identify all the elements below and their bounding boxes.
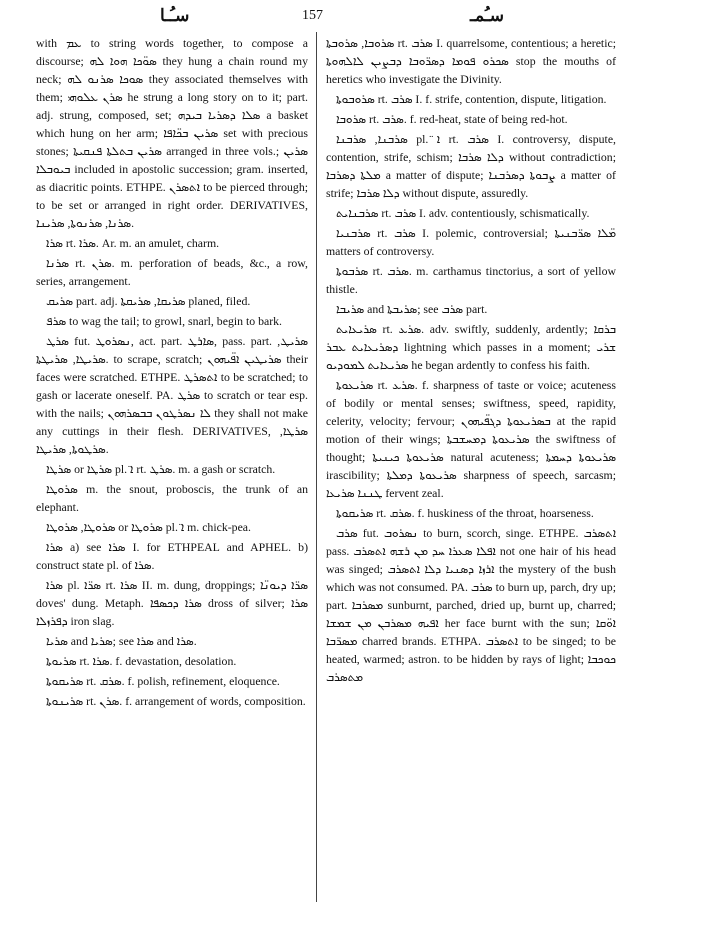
dictionary-entry: ܣܪܒܢܐܝܬ rt. ܣܪܒ I. adv. contentiously, schismatically. [336, 206, 590, 220]
dictionary-entry: ܣܪܝܒܐ and ܣܪܝܒܬܐ; see ܣܪܒ part. [336, 302, 488, 316]
dictionary-entry: ܣܪܛ fut. ܢܣܪܘܛ, act. part. ܣܐܪܛ, pass. part. ܣܪܝܛ, ܣܪܝܛܐ, ܣܪܝܛܬܐ. to scrape, scratch; ܣܪܝܛܝܢ ܐܦ̈ܝܗܘܢ their faces were scratched. ETHPE. ܐܬܣܪܛ to be scratched; to gash or lacerate oneself. PA. ܣܪܛ to scratch or tear esp. with the nails; ܠܐ ܢܣܪܛܘܢ ܒܒܣܪܗܘܢ they shall not make any cuttings in their flesh. DERIVATIVES, ܣܪܛܐ, ܣܪܛܘܬܐ, ܣܪܝܛܐ. [36, 334, 308, 456]
right-column [326, 34, 616, 688]
dictionary-entry: ܣܪܝܢܘܬܐ rt. ܣܪܢ. f. arrangement of words, composition. [46, 694, 306, 708]
running-head-left: سـُـا [160, 6, 190, 25]
column-divider [316, 32, 317, 902]
dictionary-entry: ܣܪܦ to wag the tail; to growl, snarl, begin to bark. [46, 314, 282, 328]
dictionary-entry: ܣܪܢܐ rt. ܣܪܢ. m. perforation of beads, &c., a row, series, arrangement. [36, 256, 308, 288]
dictionary-entry: ܣܪܐ rt. ܣܪܐ. Ar. m. an amulet, charm. [46, 236, 220, 250]
dictionary-entry: ܣܪܘܒܘܬܐ rt. ܣܪܒ I. f. strife, contention, dispute, litigation. [336, 92, 607, 106]
dictionary-entry: ܣܪܒܘܬܐ rt. ܣܪܒ. m. carthamus tinctorius, a sort of yellow thistle. [326, 264, 616, 296]
dictionary-entry: ܣܪܝܘܬܐ rt. ܣܪܐ. f. devastation, desolation. [46, 654, 237, 668]
dictionary-entry: ܣܪܐ pl. ܣܪ̈ܐ rt. ܣܪܐ II. m. dung, droppings; ܣܪ̈ܐ ܕܝܘܢ̈ܐ doves' dung. Metaph. ܣܪܐ ܕܟܣܦܐ dross of silver; ܣܪܐ ܕܦܪܙܠܐ iron slag. [36, 578, 308, 628]
dictionary-entry: ܣܪܐ a) see ܣܪܐ I. for ETHPEAL and APHEL. b) construct state pl. of ܣܪܐ. [36, 540, 308, 572]
dictionary-entry: ܣܪܘܒܐ rt. ܣܪܒ. f. red-heat, state of being red-hot. [336, 112, 568, 126]
dictionary-entry: ܣܪܒ fut. ܢܣܪܘܒ to burn, scorch, singe. ETHPE. ܐܬܣܪܒ pass. ܐܦܠܐ ܣܥܪܐ ܚܕ ܡܢ ܪܫܗ ܐܬܣܪܒ not one hair of his head was singed; ܐܪܙܐ ܕܣܢܝܐ ܕܠܐ ܐܬܣܪܒ the mystery of the bush which was not consumed. PA. ܣܪܒ to burn up, parch, dry up; part. ܡܣܪܒܐ sunburnt, parched, dried up, burnt up, charred; ܐܦܝܗ ܡܣܪܒܢ ܡܢ ܫܡܫܐ her face burnt with the sun; ܐܘ̈ܩܐ ܡܣܪ̈ܒܐ charred brands. ETHPA. ܐܬܣܪܒ to be singed; to be heated, warmed; astron. to be hidden by rays of light; ܟܘܟܒܐ ܡܬܣܪܒ [326, 526, 617, 684]
dictionary-entry: ܣܪܝܥܐܝܬ rt. ܣܪܥ. adv. swiftly, suddenly, ardently; ܒܪܩܐ ܕܣܪܝܥܐܝܬ ܥܒܪ lightning which passes in a moment; ܫܪܝ ܣܪܝܥܐܝܬ ܠܡܘܕܝܘ he began ardently to confess his faith. [326, 322, 617, 372]
dictionary-entry: ܣܪܝܐ and ܣܪܝܐ; see ܣܪܐ and ܣܪܐ. [46, 634, 197, 648]
page-number: 157 [302, 8, 323, 23]
running-head-right: سـُمـ [470, 6, 505, 25]
dictionary-entry: ܣܪܝܩ part. adj. ܣܪܝܩܐ, ܣܪܝܩܬܐ planed, filed. [46, 294, 251, 308]
left-column [36, 34, 308, 712]
dictionary-entry: ܣܪܘܛܐ, ܣܪܘܛܐ or ܣܪܘܛܐ pl. ̈ܐ m. chick-pea. [46, 520, 251, 534]
dictionary-entry: with ܥܡ to string words together, to compose a discourse; ܣܘ̈ܟܐ ܗܘܐ ܠܗ they hung a chain round my neck; ܣܘܟܐ ܣܪܢܘ ܠܗ they associated themselves with them; ܣܪܢ ܥܠܘܗܝ he strung a long story on to it; part. adj. strung, composed, set; ܣܠܐ ܕܣܪܝܐ ܒܝܕܗ a basket which hung on her arm; ܣܪܝܢ ܒܟ̈ܐܦܐ set with precious stones; ܣܪܝܢ ܒܬܠܬܐ ܦܢܩܝܬܐ arranged in three vols.; ܣܪܝܢ ܒܝܘܒܠܐ included in apostolic succession; gram. inserted, as diacritic points. ETHPE. ܐܬܣܪܢ to be pierced through; to be set or arranged in right order. DERIVATIVES, ܣܪܢܐ, ܣܪܢܘܬܐ, ܣܪܝܢܐ. [36, 36, 309, 230]
dictionary-entry: ܣܪܘܛܐ m. the snout, proboscis, the trunk of an elephant. [36, 482, 308, 514]
dictionary-entry: ܣܪܝܥܘܬܐ rt. ܣܪܥ. f. sharpness of taste or voice; acuteness of bodily or mental senses; swiftness, speed, rapidity, celerity, velocity; fervour; ܒܣܪܝܥܘܬܐ ܕܓܦ̈ܝܗܘܢ at the rapid motion of their wings; ܣܪܝܥܘܬܐ ܕܡܚܫܒܬܐ the swiftness of thought; ܣܪܝܥܘܬܐ ܟܝܢܝܬܐ natural acuteness; ܣܪܝܥܘܬܐ ܕܚܡܬܐ irascibility; ܣܪܝܥܘܬܐ ܕܡܠܬܐ sharpness of speech, sarcasm; ܛܢܢܐ ܣܪܝܥܐ fervent zeal. [326, 378, 617, 500]
dictionary-entry: ܣܪܝܩܘܬܐ rt. ܣܪܩ. f. huskiness of the throat, hoarseness. [336, 506, 594, 520]
dictionary-entry: ܣܪܒܢܝܐ rt. ܣܪܒ I. polemic, controversial; ܡ̈ܠܐ ܣܪ̈ܒܢܝܬܐ matters of controversy. [326, 226, 616, 258]
dictionary-entry: ܣܪܛܐ or ܣܪܛܐ pl. ̈ܐ rt. ܣܪܛ. m. a gash or scratch. [46, 462, 276, 476]
dictionary-entry: ܣܪܒܢܐ, ܣܪܒܢܐ pl. ̈ܐ rt. ܣܪܒ I. controversy, dispute, contention, strife, schism; ܕܠܐ ܣܪܒܐ without contradiction; ܡܠܬܐ ܕܣܪܒܐ a matter of dispute; ܨܒܘܬܐ ܕܣܪܒܢܐ a matter of strife; ܕܠܐ ܣܪܒܐ without dispute, assuredly. [326, 132, 617, 200]
page-header [40, 4, 680, 28]
dictionary-entry: ܣܪܘܒܐ, ܣܪܘܒܬܐ rt. ܣܪܒ I. quarrelsome, contentious; a heretic; ܣܟܪܘ ܦܘܡܐ ܕܣܪ̈ܘܒܐ ܕܒܨܝܢ ܠܐܠܗܘܬܐ stop the mouths of heretics who investigate the Divinity. [326, 36, 616, 86]
dictionary-entry: ܣܪܝܩܘܬܐ rt. ܣܪܩ. f. polish, refinement, eloquence. [46, 674, 280, 688]
